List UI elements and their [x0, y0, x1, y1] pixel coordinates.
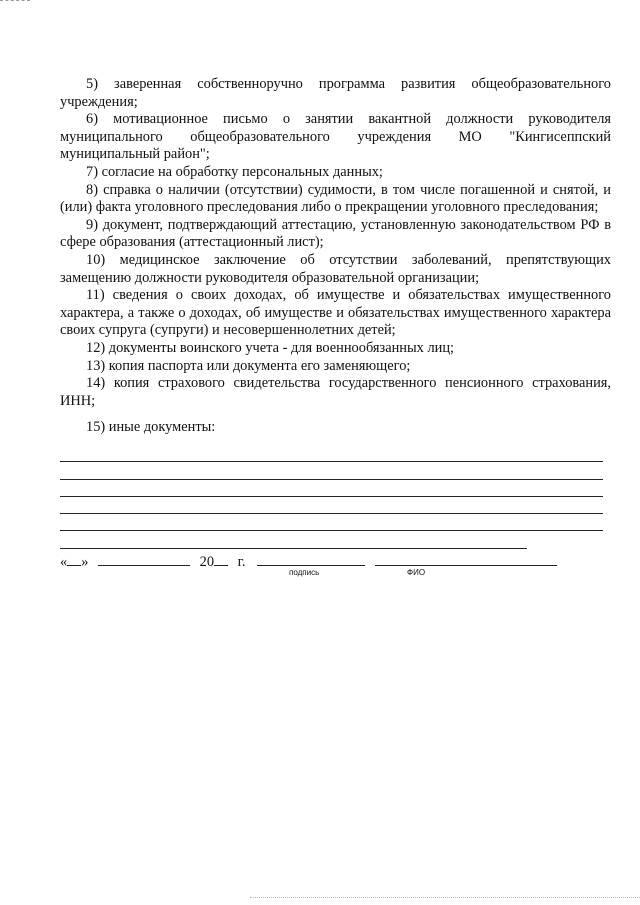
- list-item-6: 6) мотивационное письмо о занятии вакантной должности руководителя муниципального общеобразовательного учреждения МО "Кингисеппский муниципальный район";: [60, 111, 611, 163]
- year-suffix: г.: [237, 554, 246, 570]
- list-item-11: 11) сведения о своих доходах, об имуществе и обязательствах имущественного характера, а также о доходах, об имуществе и обязательствах имущественного характера своих супруга (супруги) и несовершеннолетних детей;: [60, 287, 611, 339]
- list-item-7: 7) согласие на обработку персональных данных;: [86, 163, 383, 180]
- list-item-14: 14) копия страхового свидетельства государственного пенсионного страхования, ИНН;: [60, 375, 611, 409]
- signature-blank: [257, 551, 365, 566]
- list-item-12: 12) документы воинского учета - для военнообязанных лиц;: [86, 339, 455, 356]
- month-blank: [98, 551, 190, 566]
- fill-in-line: [60, 496, 603, 497]
- day-blank: [67, 551, 81, 566]
- name-blank: [375, 551, 557, 566]
- scan-artifact: [250, 897, 640, 898]
- name-caption: ФИО: [407, 568, 426, 577]
- list-item-10: 10) медицинское заключение об отсутствии заболеваний, препятствующих замещению должности руководителя образовательной организации;: [60, 251, 611, 286]
- fill-in-line: [60, 530, 603, 531]
- signature-caption: подпись: [289, 568, 320, 577]
- list-item-13: 13) копия паспорта или документа его заменяющего;: [86, 357, 411, 374]
- year-blank: [214, 551, 228, 566]
- fill-in-line: [60, 513, 603, 514]
- list-item-5: 5) заверенная собственноручно программа развития общеобразовательного учреждения;: [60, 76, 611, 110]
- date-open-quote: «: [60, 554, 68, 570]
- fill-in-line: [60, 548, 527, 549]
- fill-in-line: [60, 461, 603, 462]
- list-item-15: 15) иные документы:: [86, 419, 216, 436]
- list-item-8: 8) справка о наличии (отсутствии) судимости, в том числе погашенной и снятой, и (или) факта уголовного преследования либо о прекращении уголовного преследования;: [60, 181, 611, 216]
- year-prefix: 20: [199, 554, 215, 570]
- scan-artifact: [0, 0, 30, 3]
- list-item-9: 9) документ, подтверждающий аттестацию, установленную законодательством РФ в сфере образования (аттестационный лист);: [60, 216, 611, 251]
- date-close-quote: »: [81, 554, 89, 570]
- document-body: [60, 76, 611, 437]
- fill-in-line: [60, 479, 603, 480]
